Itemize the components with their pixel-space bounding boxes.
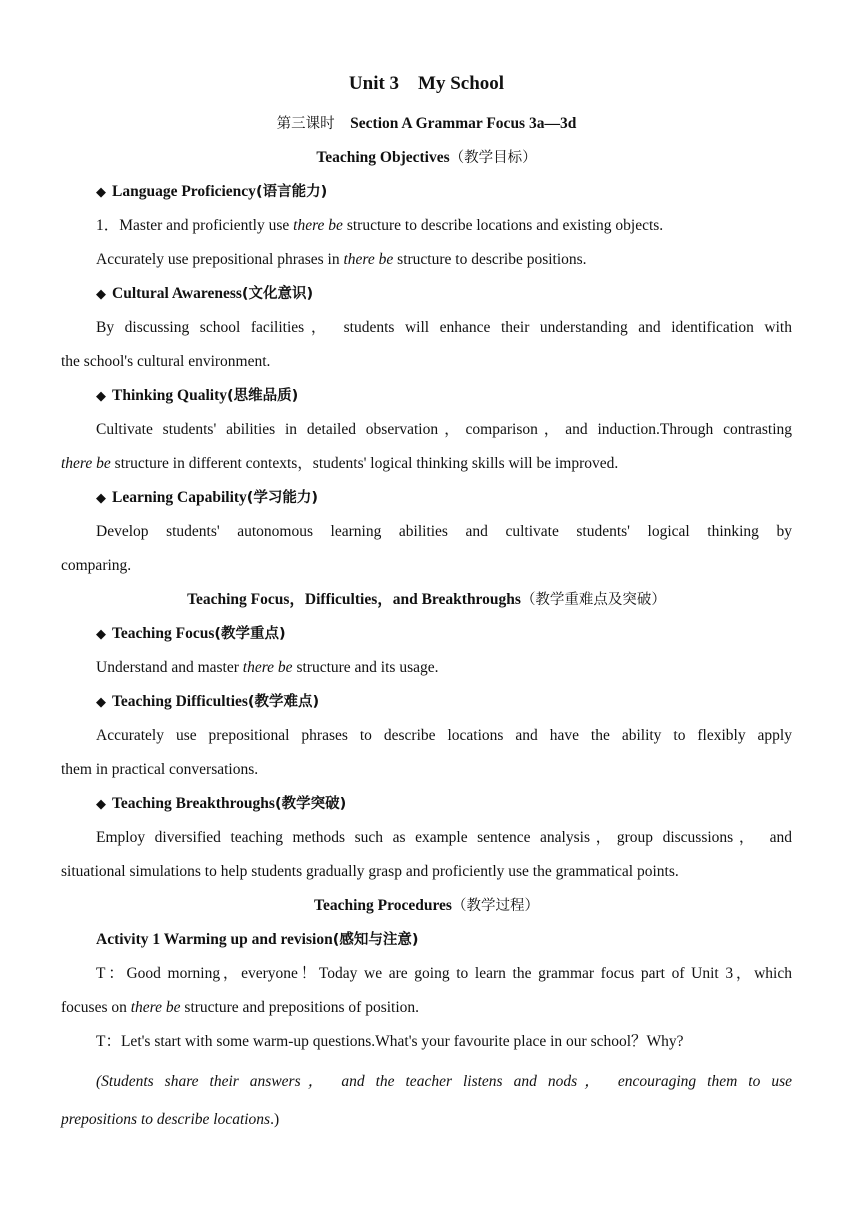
diamond-bullet-icon: ◆ xyxy=(96,695,106,710)
procedures-heading xyxy=(61,896,792,916)
text-run: focuses on xyxy=(61,999,131,1016)
activity-1-heading-en: Activity 1 Warming up and revision xyxy=(96,931,333,948)
text-run: Accurately use prepositional phrases in xyxy=(96,251,344,268)
language-item-1 xyxy=(61,216,792,236)
objectives-heading-cn: （教学目标） xyxy=(449,150,537,166)
difficulties-text-line-1: Accurately use prepositional phrases to describe locations and have the ability to flexibly apply xyxy=(96,727,792,744)
language-heading-cn: (语言能力) xyxy=(255,184,328,200)
thinking-heading-cn: (思维品质) xyxy=(227,388,299,404)
thinking-text-line-1: Cultivate students' abilities in detailed observation，comparison，and induction.Through contrasting xyxy=(96,421,792,438)
text-run: structure and prepositions of position. xyxy=(180,999,420,1016)
activity-1-heading xyxy=(61,930,792,950)
learning-text-line-2: comparing. xyxy=(61,557,132,574)
activity-1-note-line-2 xyxy=(61,1110,792,1130)
italic-note: (Students share their answers， and the teacher listens and nods， encouraging them to use xyxy=(96,1073,792,1090)
text-run: structure and its usage. xyxy=(292,659,439,676)
learning-heading xyxy=(61,488,792,509)
cultural-heading-cn: (文化意识) xyxy=(241,286,314,302)
italic-term: there be xyxy=(343,251,394,268)
cultural-text-line-1: By discussing school facilities， students will enhance their understanding and identification with xyxy=(96,319,792,336)
activity-1-heading-cn: (感知与注意) xyxy=(332,932,419,948)
text-run: structure to describe positions. xyxy=(393,251,587,268)
objectives-heading xyxy=(61,148,792,168)
activity-1-teacher-question: T：Let's start with some warm-up questions.What's your favourite place in our school？Why? xyxy=(96,1033,684,1050)
activity-1-teacher-line-2 xyxy=(61,998,792,1018)
difficulties-heading xyxy=(61,692,792,713)
italic-term: there be xyxy=(61,455,111,472)
difficulties-heading-cn: (教学难点) xyxy=(247,694,320,710)
italic-note: prepositions to describe locations xyxy=(61,1111,271,1128)
focus-heading xyxy=(61,624,792,645)
focus-text xyxy=(61,658,792,678)
breakthroughs-heading-en: Teaching Breakthroughs xyxy=(112,795,275,812)
activity-1-teacher-line-1: T：Good morning，everyone！Today we are going to learn the grammar focus part of Unit 3，which xyxy=(96,965,792,982)
learning-heading-en: Learning Capability xyxy=(112,489,247,506)
focus-section-heading xyxy=(61,590,792,610)
thinking-text-line-2 xyxy=(61,454,792,474)
breakthroughs-text-line-2: situational simulations to help students gradually grasp and proficiently use the grammatical points. xyxy=(61,863,679,880)
focus-section-heading-cn: （教学重难点及突破） xyxy=(520,592,666,608)
language-item-2 xyxy=(61,250,792,270)
objectives-heading-en: Teaching Objectives xyxy=(316,149,450,166)
focus-heading-cn: (教学重点) xyxy=(214,626,286,642)
learning-heading-cn: (学习能力) xyxy=(246,490,319,506)
text-run: structure in different contexts，students' logical thinking skills will be improved. xyxy=(110,455,619,472)
breakthroughs-text-line-1: Employ diversified teaching methods such as example sentence analysis，group discussions， and xyxy=(96,829,792,846)
activity-1-note-line-1 xyxy=(61,1072,792,1092)
diamond-bullet-icon: ◆ xyxy=(96,797,106,812)
lesson-period: 第三课时 xyxy=(276,116,335,132)
breakthroughs-heading xyxy=(61,794,792,815)
focus-section-heading-en: Teaching Focus，Difficulties，and Breakthroughs xyxy=(187,591,521,608)
text-run: 1．Master and proficiently use xyxy=(96,217,294,234)
difficulties-text-line-2: them in practical conversations. xyxy=(61,761,259,778)
learning-text-line-1: Develop students' autonomous learning abilities and cultivate students' logical thinking by xyxy=(96,523,792,540)
cultural-heading xyxy=(61,284,792,305)
italic-term: there be xyxy=(293,217,343,234)
language-heading xyxy=(61,182,792,203)
difficulties-heading-en: Teaching Difficulties xyxy=(112,693,248,710)
diamond-bullet-icon: ◆ xyxy=(96,185,106,200)
procedures-heading-cn: （教学过程） xyxy=(451,898,539,914)
page-title: Unit 3 My School xyxy=(348,73,505,94)
cultural-text-line-2: the school's cultural environment. xyxy=(61,353,271,370)
language-heading-en: Language Proficiency xyxy=(112,183,256,200)
diamond-bullet-icon: ◆ xyxy=(96,287,106,302)
procedures-heading-en: Teaching Procedures xyxy=(314,897,452,914)
diamond-bullet-icon: ◆ xyxy=(96,627,106,642)
thinking-heading xyxy=(61,386,792,407)
focus-heading-en: Teaching Focus xyxy=(112,625,215,642)
text-run: .) xyxy=(270,1111,280,1128)
italic-term: there be xyxy=(130,999,181,1016)
italic-term: there be xyxy=(242,659,293,676)
lesson-section: Section A Grammar Focus 3a—3d xyxy=(350,115,577,132)
breakthroughs-heading-cn: (教学突破) xyxy=(274,796,347,812)
cultural-heading-en: Cultural Awareness xyxy=(112,285,242,302)
diamond-bullet-icon: ◆ xyxy=(96,389,106,404)
diamond-bullet-icon: ◆ xyxy=(96,491,106,506)
text-run: structure to describe locations and existing objects. xyxy=(342,217,664,234)
thinking-heading-en: Thinking Quality xyxy=(112,387,228,404)
text-run: Understand and master xyxy=(96,659,243,676)
lesson-subtitle xyxy=(61,114,792,134)
